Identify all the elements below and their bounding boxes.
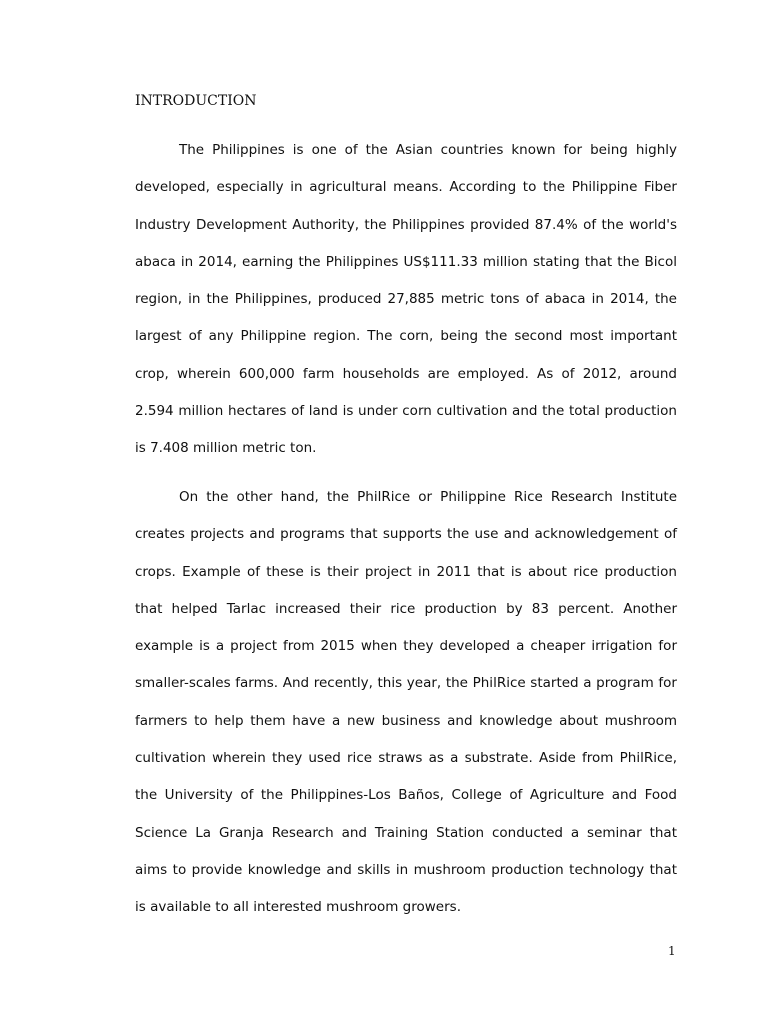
paragraph-1: The Philippines is one of the Asian countries known for being highly developed, especially in agricultural means. According to the Philippine Fiber Industry Development Authority, the Philippines provided 87.4% of the world's abaca in 2014, earning the Philippines US$111.33 million stating that the Bicol region, in the Philippines, produced 27,885 metric tons of abaca in 2014, the largest of any Philippine region. The corn, being the second most important crop, wherein 600,000 farm households are employed. As of 2012, around 2.594 million hectares of land is under corn cultivation and the total production is 7.408 million metric ton. xyxy=(135,142,677,457)
page-number: 1 xyxy=(668,944,676,958)
section-heading: INTRODUCTION xyxy=(135,93,257,109)
paragraph-2: On the other hand, the PhilRice or Philippine Rice Research Institute creates projects and programs that supports the use and acknowledgement of crops. Example of these is their project in 2011 that is about rice production that helped Tarlac increased their rice production by 83 percent. Another example is a project from 2015 when they developed a cheaper irrigation for smaller-scales farms. And recently, this year, the PhilRice started a program for farmers to help them have a new business and knowledge about mushroom cultivation wherein they used rice straws as a substrate. Aside from PhilRice, the University of the Philippines-Los Baños, College of Agriculture and Food Science La Granja Research and Training Station conducted a seminar that aims to provide knowledge and skills in mushroom production technology that is available to all interested mushroom growers. xyxy=(135,489,677,916)
